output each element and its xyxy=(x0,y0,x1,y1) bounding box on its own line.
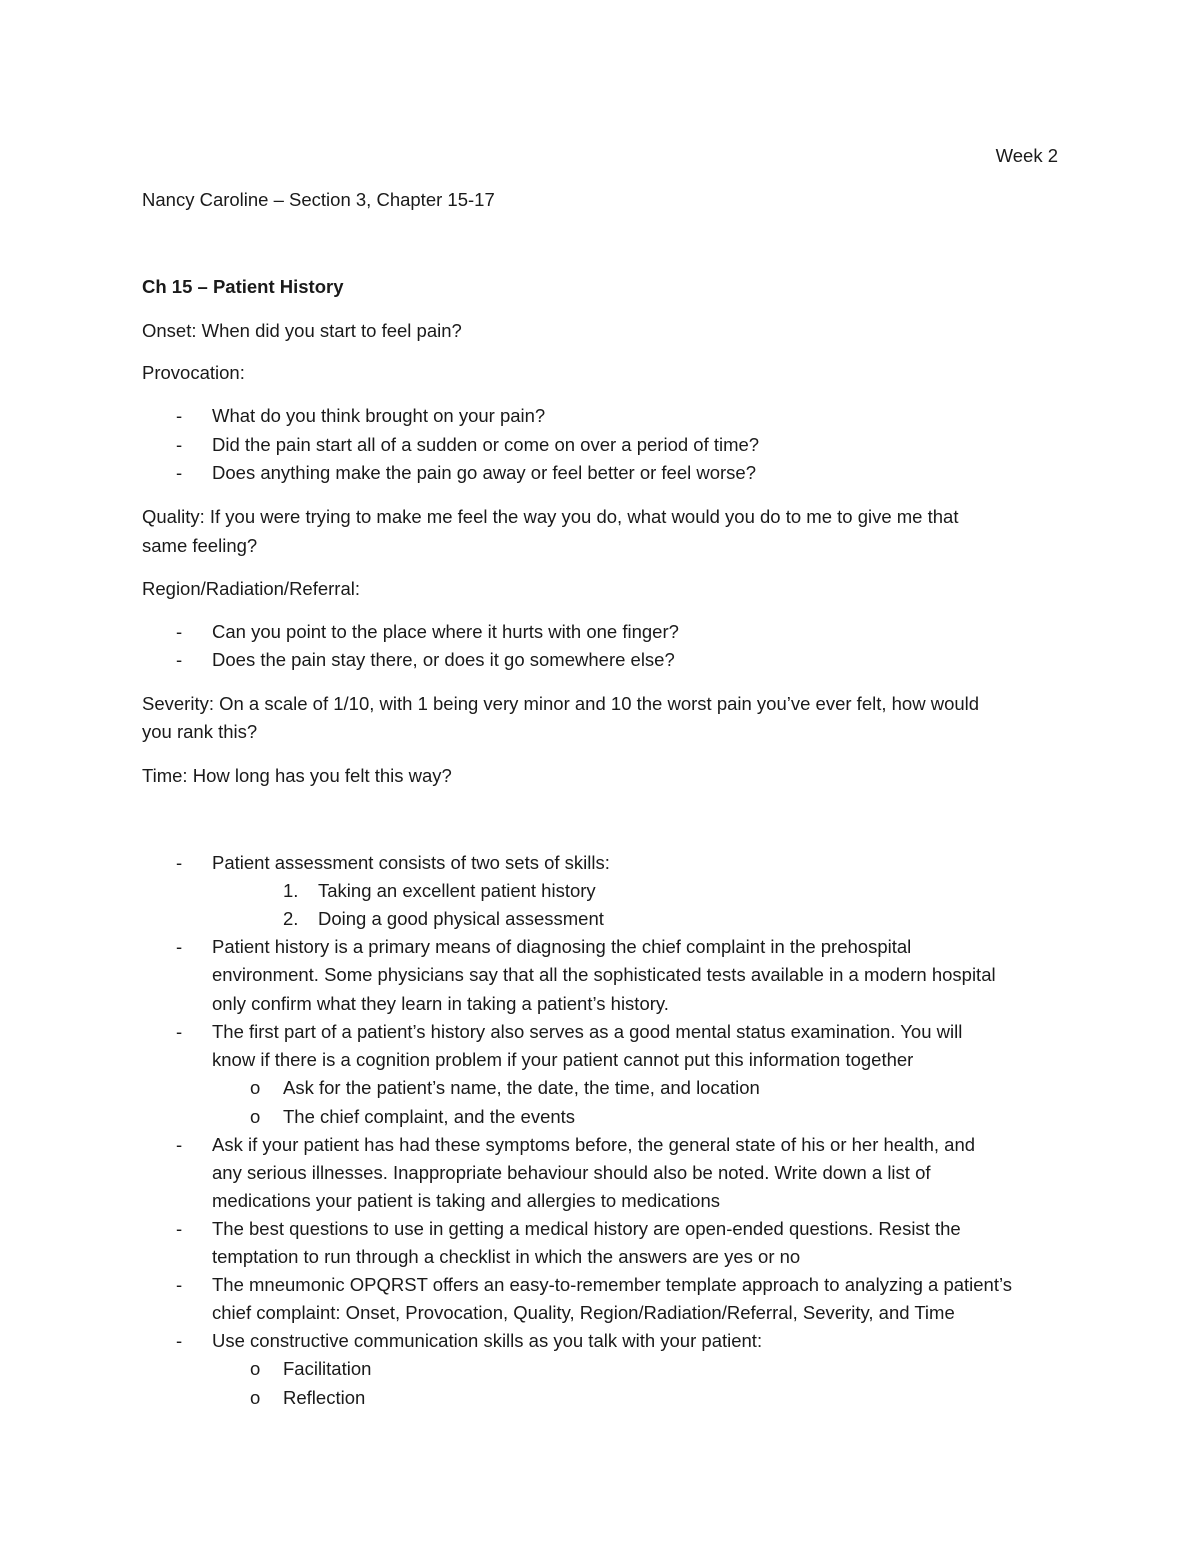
region-label: Region/Radiation/Referral: xyxy=(142,578,361,599)
list-item: temptation to run through a checklist in which the answers are yes or no xyxy=(212,1246,801,1267)
list-item: environment. Some physicians say that all the sophisticated tests available in a modern hospital xyxy=(212,964,996,985)
severity-line: Severity: On a scale of 1/10, with 1 being very minor and 10 the worst pain you’ve ever felt, how would xyxy=(142,693,980,714)
provocation-label: Provocation: xyxy=(142,362,245,383)
list-dash: - xyxy=(176,649,183,670)
quality-line: Quality: If you were trying to make me feel the way you do, what would you do to me to give me that xyxy=(142,506,959,527)
list-item: Does anything make the pain go away or feel better or feel worse? xyxy=(212,462,757,483)
quality-line: same feeling? xyxy=(142,535,258,556)
list-dash: - xyxy=(176,434,183,455)
severity-line: you rank this? xyxy=(142,721,258,742)
list-dash: - xyxy=(176,1021,183,1042)
week-label: Week 2 xyxy=(995,145,1058,166)
list-circle: o xyxy=(250,1106,261,1127)
list-item: chief complaint: Onset, Provocation, Quality, Region/Radiation/Referral, Severity, and Time xyxy=(212,1302,955,1323)
list-item: What do you think brought on your pain? xyxy=(212,405,546,426)
list-item: Did the pain start all of a sudden or come on over a period of time? xyxy=(212,434,760,455)
list-circle: o xyxy=(250,1077,261,1098)
list-item: Patient history is a primary means of diagnosing the chief complaint in the prehospital xyxy=(212,936,912,957)
list-item: Use constructive communication skills as you talk with your patient: xyxy=(212,1330,763,1351)
list-dash: - xyxy=(176,1218,183,1239)
list-dash: - xyxy=(176,1134,183,1155)
list-dash: - xyxy=(176,405,183,426)
list-dash: - xyxy=(176,1274,183,1295)
list-item: Facilitation xyxy=(283,1358,372,1379)
list-item: The chief complaint, and the events xyxy=(283,1106,576,1127)
list-item: Patient assessment consists of two sets of skills: xyxy=(212,852,610,873)
list-item: Does the pain stay there, or does it go somewhere else? xyxy=(212,649,675,670)
list-item: Ask if your patient has had these symptoms before, the general state of his or her health, and xyxy=(212,1134,976,1155)
list-circle: o xyxy=(250,1387,261,1408)
source-line: Nancy Caroline – Section 3, Chapter 15-17 xyxy=(142,189,495,210)
list-item: Reflection xyxy=(283,1387,366,1408)
time-line: Time: How long has you felt this way? xyxy=(142,765,452,786)
list-item: Doing a good physical assessment xyxy=(318,908,604,929)
list-item: only confirm what they learn in taking a patient’s history. xyxy=(212,993,669,1014)
onset-line: Onset: When did you start to feel pain? xyxy=(142,320,462,341)
list-item: The first part of a patient’s history also serves as a good mental status examination. You will xyxy=(212,1021,963,1042)
list-dash: - xyxy=(176,852,183,873)
list-dash: - xyxy=(176,1330,183,1351)
chapter-heading: Ch 15 – Patient History xyxy=(142,276,344,297)
list-item: medications your patient is taking and allergies to medications xyxy=(212,1190,721,1211)
list-circle: o xyxy=(250,1358,261,1379)
list-item: The best questions to use in getting a medical history are open-ended questions. Resist the xyxy=(212,1218,961,1239)
list-item: any serious illnesses. Inappropriate behaviour should also be noted. Write down a list of xyxy=(212,1162,931,1183)
list-item: Can you point to the place where it hurts with one finger? xyxy=(212,621,679,642)
list-number: 1. xyxy=(283,880,299,901)
list-dash: - xyxy=(176,462,183,483)
list-item: Ask for the patient’s name, the date, the time, and location xyxy=(283,1077,760,1098)
list-item: Taking an excellent patient history xyxy=(318,880,596,901)
list-number: 2. xyxy=(283,908,299,929)
list-dash: - xyxy=(176,621,183,642)
list-item: know if there is a cognition problem if your patient cannot put this information together xyxy=(212,1049,914,1070)
list-dash: - xyxy=(176,936,183,957)
list-item: The mneumonic OPQRST offers an easy-to-remember template approach to analyzing a patient’s xyxy=(212,1274,1013,1295)
